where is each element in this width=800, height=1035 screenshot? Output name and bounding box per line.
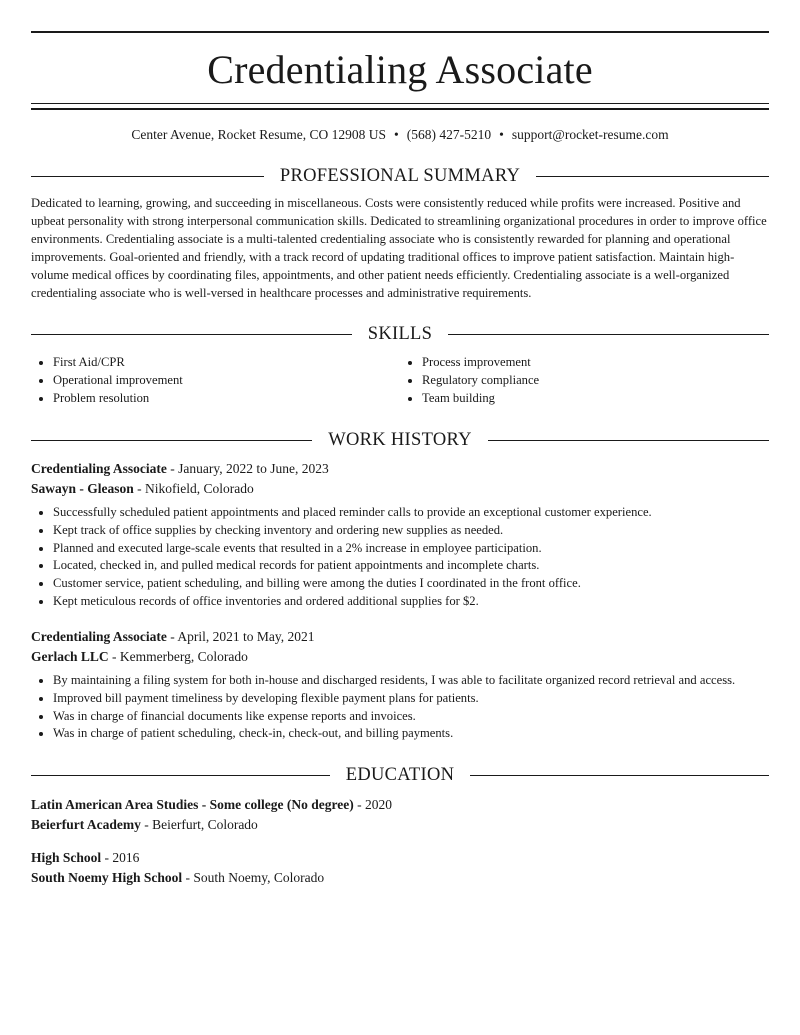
section-rule-right <box>488 440 769 441</box>
skill-item: • Regulatory compliance <box>422 372 769 390</box>
job-bullets <box>31 672 769 743</box>
job-bullet: • Kept track of office supplies by checking inventory and ordering new supplies as needed. <box>53 522 769 540</box>
section-title-summary: PROFESSIONAL SUMMARY <box>279 165 521 186</box>
education-degree: High School <box>31 850 102 866</box>
education-location: - Beierfurt, Colorado <box>140 816 258 832</box>
job-bullet: • By maintaining a filing system for both in-house and discharged residents, I was able to facilitate organized record retrieval and access. <box>53 672 769 690</box>
section-heading-skills <box>31 322 769 346</box>
job-bullet: • Was in charge of financial documents like expense reports and invoices. <box>53 708 769 726</box>
top-rule <box>31 31 769 33</box>
job-title: Credentialing Associate <box>31 461 167 477</box>
education-entry <box>31 848 769 887</box>
section-rule-right <box>536 176 769 177</box>
skill-item: • Problem resolution <box>53 390 400 408</box>
section-heading-summary <box>31 164 769 188</box>
section-rule-left <box>31 775 330 776</box>
summary-text: Dedicated to learning, growing, and succeeding in miscellaneous. Costs were consistently reduced while profits were increased. Positive and upbeat personality with strong interpersonal communication skills. Dedicated to streamlining organizational procedures in order to improve office environments. Credentialing associate is a multi-talented credentialing associate who is consistently rewarded for planning and operational improvements. Goal-oriented and friendly, with a track record of updating traditional offices to improve patient satisfaction. Maintain high-volume medical offices by coordinating files, appointments, and other patient needs efficiently. Credentialing associate is a well-organized credentialing associate who is well-versed in healthcare processes and administrative requirements. <box>31 196 767 300</box>
section-rule-right <box>448 334 769 335</box>
education-entry <box>31 795 769 834</box>
section-rule-left <box>31 334 352 335</box>
header-double-rule <box>31 103 769 110</box>
job-title-line <box>31 459 769 479</box>
job-bullet: • Kept meticulous records of office inventories and ordered additional supplies for $2. <box>53 593 769 611</box>
skill-item: • First Aid/CPR <box>53 354 400 372</box>
education-degree-line <box>31 795 769 815</box>
job-title-line <box>31 627 769 647</box>
job-bullet: • Customer service, patient scheduling, and billing were among the duties I coordinated in the front office. <box>53 575 769 593</box>
job-location: - Kemmerberg, Colorado <box>108 648 248 664</box>
job-company-line <box>31 647 769 667</box>
contact-line <box>31 126 769 144</box>
education-year: - 2016 <box>101 850 140 866</box>
job-dates: - January, 2022 to June, 2023 <box>166 461 329 477</box>
section-title-work: WORK HISTORY <box>328 429 472 450</box>
job-company: Sawayn - Gleason <box>31 480 134 496</box>
job-company: Gerlach LLC <box>31 648 109 664</box>
contact-address: Center Avenue, Rocket Resume, CO 12908 US <box>131 127 387 142</box>
section-rule-left <box>31 176 264 177</box>
job-bullets <box>31 504 769 610</box>
education-school-line <box>31 815 769 835</box>
job-entry <box>31 459 769 610</box>
education-degree: Latin American Area Studies - Some college (No degree) <box>31 797 354 813</box>
section-rule-right <box>470 775 769 776</box>
skills-list-left <box>31 354 400 408</box>
section-heading-education <box>31 763 769 787</box>
contact-email: support@rocket-resume.com <box>511 127 669 142</box>
section-rule-left <box>31 440 312 441</box>
resume-name: Credentialing Associate <box>207 47 593 92</box>
job-dates: - April, 2021 to May, 2021 <box>166 629 315 645</box>
skill-item: • Operational improvement <box>53 372 400 390</box>
section-heading-work <box>31 428 769 452</box>
education-school-line <box>31 868 769 888</box>
contact-separator: • <box>394 127 399 142</box>
section-title-skills: SKILLS <box>367 323 433 344</box>
skill-item: • Process improvement <box>422 354 769 372</box>
skills-list-right <box>400 354 769 408</box>
education-school: Beierfurt Academy <box>31 816 141 832</box>
contact-separator: • <box>499 127 504 142</box>
education-location: - South Noemy, Colorado <box>182 869 325 885</box>
job-entry <box>31 627 769 743</box>
contact-phone: (568) 427-5210 <box>406 127 492 142</box>
skills-columns <box>31 354 769 408</box>
education-degree-line <box>31 848 769 868</box>
job-bullet: • Was in charge of patient scheduling, check-in, check-out, and billing payments. <box>53 725 769 743</box>
job-bullet: • Successfully scheduled patient appointments and placed reminder calls to provide an exceptional customer experience. <box>53 504 769 522</box>
skill-item: • Team building <box>422 390 769 408</box>
education-school: South Noemy High School <box>31 869 183 885</box>
job-bullet: • Planned and executed large-scale events that resulted in a 2% increase in employee participation. <box>53 540 769 558</box>
section-title-education: EDUCATION <box>345 764 455 785</box>
job-company-line <box>31 479 769 499</box>
resume-page <box>31 31 769 887</box>
job-location: - Nikofield, Colorado <box>133 480 254 496</box>
education-year: - 2020 <box>353 797 392 813</box>
job-title: Credentialing Associate <box>31 629 167 645</box>
job-bullet: • Located, checked in, and pulled medical records for patient appointments and incomplete charts. <box>53 557 769 575</box>
job-bullet: • Improved bill payment timeliness by developing flexible payment plans for patients. <box>53 690 769 708</box>
